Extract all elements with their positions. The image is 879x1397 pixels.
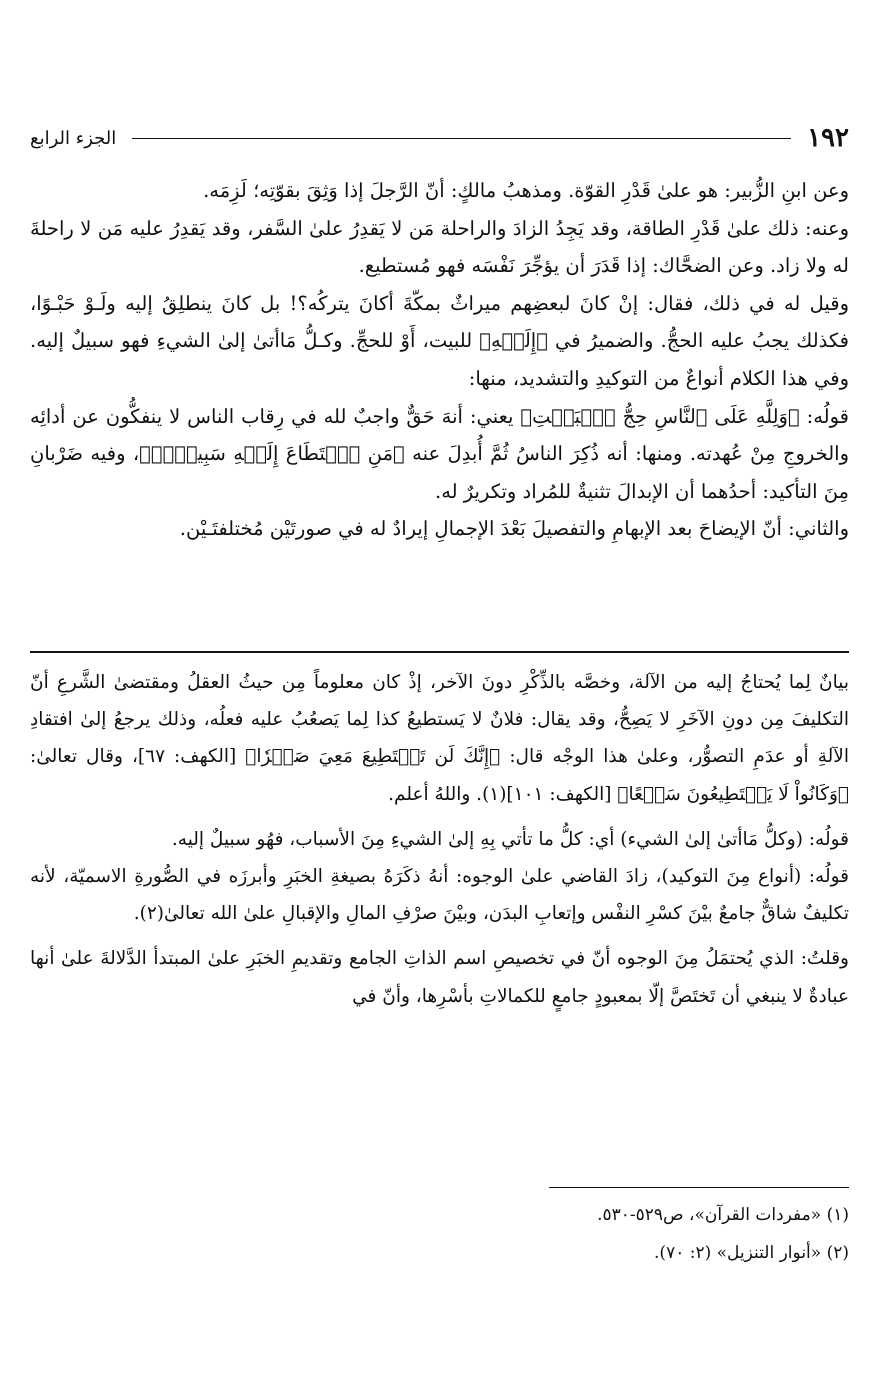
main-paragraph: قولُه: ﴿وَلِلَّهِ عَلَى ٱلنَّاسِ حِجُّ ٱلۡبَيۡتِ﴾ يعني: أنهَ حَقٌّ واجبٌ لله في رِقاب الناس لا ينفكُّون عن أدائِه والخروجِ مِنْ عُهدته. ومنها: أنه ذُكِرَ الناسُ ثُمَّ أُبدِلَ عنه ﴿مَنِ ٱسۡتَطَاعَ إِلَيۡهِ سَبِيلٗاۚ﴾، وفيه ضَرْبانِ مِنَ التأكيد: أحدُهما أن الإبدالَ تثنيةٌ للمُراد وتكريرٌ له. — [30, 404, 849, 503]
page-number: ١٩٢ — [807, 123, 849, 153]
commentary-paragraph: قولُه: (أنواع مِنَ التوكيد)، زادَ القاضي علىٰ الوجوه: أنهُ ذكَرَهُ بصيغةِ الخبَرِ وأبرزَه في الصُّورةِ الاسميّة، لأنه تكليفٌ شاقٌّ جامعٌ بيْنَ كسْرِ النفْس وإتعابِ البدَن، وبيْنَ صرْفِ المالِ والإقبالِ علىٰ الله تعالىٰ(٢). — [30, 866, 849, 925]
footnotes — [30, 1196, 849, 1272]
main-paragraph: والثاني: أنّ الإيضاحَ بعد الإبهامِ والتفصيلَ بَعْدَ الإجمالِ إيرادٌ له في صورتَيْن مُختلفتَـيْن. — [179, 517, 849, 541]
commentary-text — [30, 664, 849, 1015]
footnote: (٢) «أنوار التنزيل» (٢: ٧٠). — [654, 1243, 849, 1263]
main-text — [30, 172, 849, 548]
section-divider — [30, 651, 849, 653]
page-header — [30, 118, 849, 158]
main-paragraph: وعن ابنِ الزُّبير: هو علىٰ قَدْرِ القوّة. ومذهبُ مالكٍ: أنّ الرَّجلَ إذا وَثِقَ بقوّتِه؛ لَزِمَه. — [203, 179, 849, 202]
footnote: (١) «مفردات القرآن»، ص٥٢٩-٥٣٠. — [597, 1205, 849, 1225]
commentary-paragraph: بيانٌ لِما يُحتاجُ إليه من الآلة، وخصَّه بالذِّكْرِ دونَ الآخر، إذْ كان معلوماً مِن حيثُ العقلُ ومقتضىٰ الشَّرعِ أنّ التكليفَ مِن دونِ الآخَرِ لا يَصِحُّ، وقد يقال: فلانٌ لا يَستطيعُ كذا لِما يَصعُبُ عليه فعلُه، وذلك يرجعُ إلىٰ افتقادِ الآلةِ أو عدَمِ التصوُّر، وعلىٰ هذا الوجْه قال: ﴿إِنَّكَ لَن تَسۡتَطِيعَ مَعِيَ صَبۡرٗا﴾ [الكهف: ٦٧]، وقال تعالىٰ: ﴿وَكَانُواْ لَا يَسۡتَطِيعُونَ سَمۡعًا﴾ [الكهف: ١٠١](١). واللهُ أعلم. — [30, 672, 849, 805]
running-title: الجزء الرابع — [30, 127, 117, 149]
commentary-paragraph: وقلتُ: الذي يُحتمَلُ مِنَ الوجوه أنّ في تخصيصِ اسم الذاتِ الجامع وتقديمِ الخبَرِ علىٰ المبتدأ الدَّلالةَ علىٰ أنها عبادةٌ لا ينبغي أن تَختَصَّ إلّا بمعبودٍ جامعٍ للكمالاتِ بأسْرِها، وأنّ في — [30, 948, 849, 1007]
header-rule — [132, 138, 791, 139]
main-paragraph: وعنه: ذلك علىٰ قَدْرِ الطاقة، وقد يَجِدُ الزادَ والراحلة مَن لا يَقدِرُ علىٰ السَّفر، وقد يَقدِرُ عليه مَن لا راحلةَ له ولا زاد. وعن الضحَّاك: إذا قَدَرَ أن يؤجِّرَ نَفْسَه فهو مُستطيع. — [30, 216, 849, 278]
main-paragraph: وقيل له في ذلك، فقال: إنْ كانَ لبعضِهم ميراثٌ بمكّةَ أكانَ يتركُه؟! بل كانَ ينطلِقُ إليه ولَـوْ حَبْـوًا، فكذلك يجبُ عليه الحجُّ. والضميرُ في ﴿إِلَيۡهِ﴾ للبيت، أَوْ للحجِّ. وكـلُّ مَاأتىٰ إلىٰ الشيءِ فهو سبيلٌ إليه. وفي هذا الكلام أنواعٌ من التوكيدِ والتشديد، منها: — [30, 291, 849, 390]
commentary-paragraph: قولُه: (وكلُّ مَاأتىٰ إلىٰ الشيء) أي: كلُّ ما تأتي بِهِ إلىٰ الشيءِ مِنَ الأسباب، فهُو سبيلٌ إليه. — [171, 828, 849, 850]
footnote-rule — [549, 1187, 849, 1188]
